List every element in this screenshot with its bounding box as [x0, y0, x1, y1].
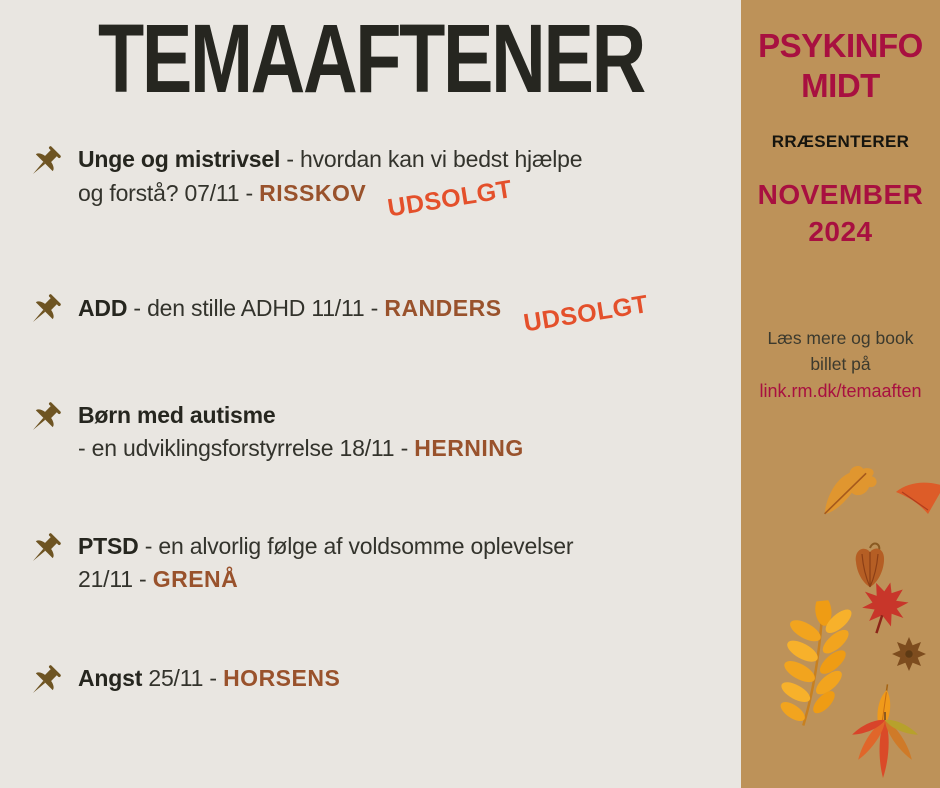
event-location: RISSKOV — [259, 179, 367, 206]
event-location: GRENÅ — [152, 566, 239, 593]
event-title: PTSD — [78, 533, 139, 560]
month-line2: 2024 — [808, 216, 873, 248]
brand-line1: PSYKINFO — [758, 27, 923, 64]
event-text — [78, 530, 573, 595]
event-line — [78, 530, 573, 563]
soldout-badge: UDSOLGT — [521, 290, 650, 338]
soldout-badge: UDSOLGT — [385, 174, 515, 223]
event-description: 25/11 - — [142, 664, 224, 691]
event-line — [78, 290, 650, 338]
month-line1: NOVEMBER — [757, 179, 924, 211]
month-label — [741, 177, 940, 251]
pushpin-icon — [18, 392, 70, 444]
event-text — [78, 143, 583, 223]
event-line — [78, 563, 573, 596]
physalis-lantern-image — [851, 540, 889, 604]
event-list — [26, 143, 741, 700]
event-line — [78, 432, 524, 465]
event-item — [26, 399, 741, 464]
event-title: Unge og mistrivsel — [78, 146, 281, 172]
title-wrap — [0, 0, 741, 113]
maple-leaf-image — [853, 575, 915, 641]
event-description: 21/11 - — [78, 566, 153, 593]
event-item — [26, 143, 741, 223]
booking-info-line2: billet på — [810, 354, 871, 375]
brand-line2: MIDT — [801, 66, 880, 104]
event-location: HERNING — [414, 434, 524, 461]
event-line — [78, 143, 582, 176]
event-description: og forstå? 07/11 - — [78, 179, 260, 206]
event-item — [26, 530, 741, 595]
event-item — [26, 662, 741, 700]
small-orange-leaf-image — [868, 682, 901, 735]
event-text — [78, 662, 340, 695]
pushpin-icon — [18, 655, 70, 707]
pushpin-icon — [18, 284, 70, 336]
creeper-leaf-image — [827, 712, 940, 788]
event-description: - den stille ADHD 11/11 - — [127, 295, 385, 322]
page-title: TEMAAFTENER — [97, 4, 644, 113]
booking-info — [741, 325, 940, 378]
pushpin-icon — [18, 136, 70, 188]
event-description: - en udviklingsforstyrrelse 18/11 - — [78, 434, 415, 461]
event-line — [78, 662, 340, 695]
booking-info-line1: Læs mere og book — [767, 328, 914, 349]
presents-label: RRÆSENTERER — [771, 132, 910, 152]
event-description: - en alvorlig følge af voldsomme oplevelser — [138, 533, 574, 560]
event-title: Angst — [78, 664, 143, 691]
event-location: HORSENS — [223, 664, 341, 691]
booking-link[interactable]: link.rm.dk/temaaften — [759, 380, 922, 401]
red-leaf-fragment-image — [894, 480, 940, 516]
oak-leaf-image — [813, 458, 888, 521]
brand-name — [741, 26, 940, 105]
pushpin-icon — [18, 524, 70, 576]
event-location: RANDERS — [384, 295, 502, 322]
event-item — [26, 290, 741, 338]
event-title: Børn med autisme — [78, 402, 276, 429]
event-line — [78, 399, 524, 432]
event-description: - hvordan kan vi bedst hjælpe — [280, 146, 583, 172]
event-text — [78, 290, 650, 338]
event-text — [78, 399, 524, 464]
rowan-leaf-image — [761, 597, 869, 732]
star-anise-image — [891, 636, 927, 672]
sidebar — [741, 0, 940, 788]
event-line — [78, 174, 582, 223]
event-title: ADD — [78, 295, 128, 322]
